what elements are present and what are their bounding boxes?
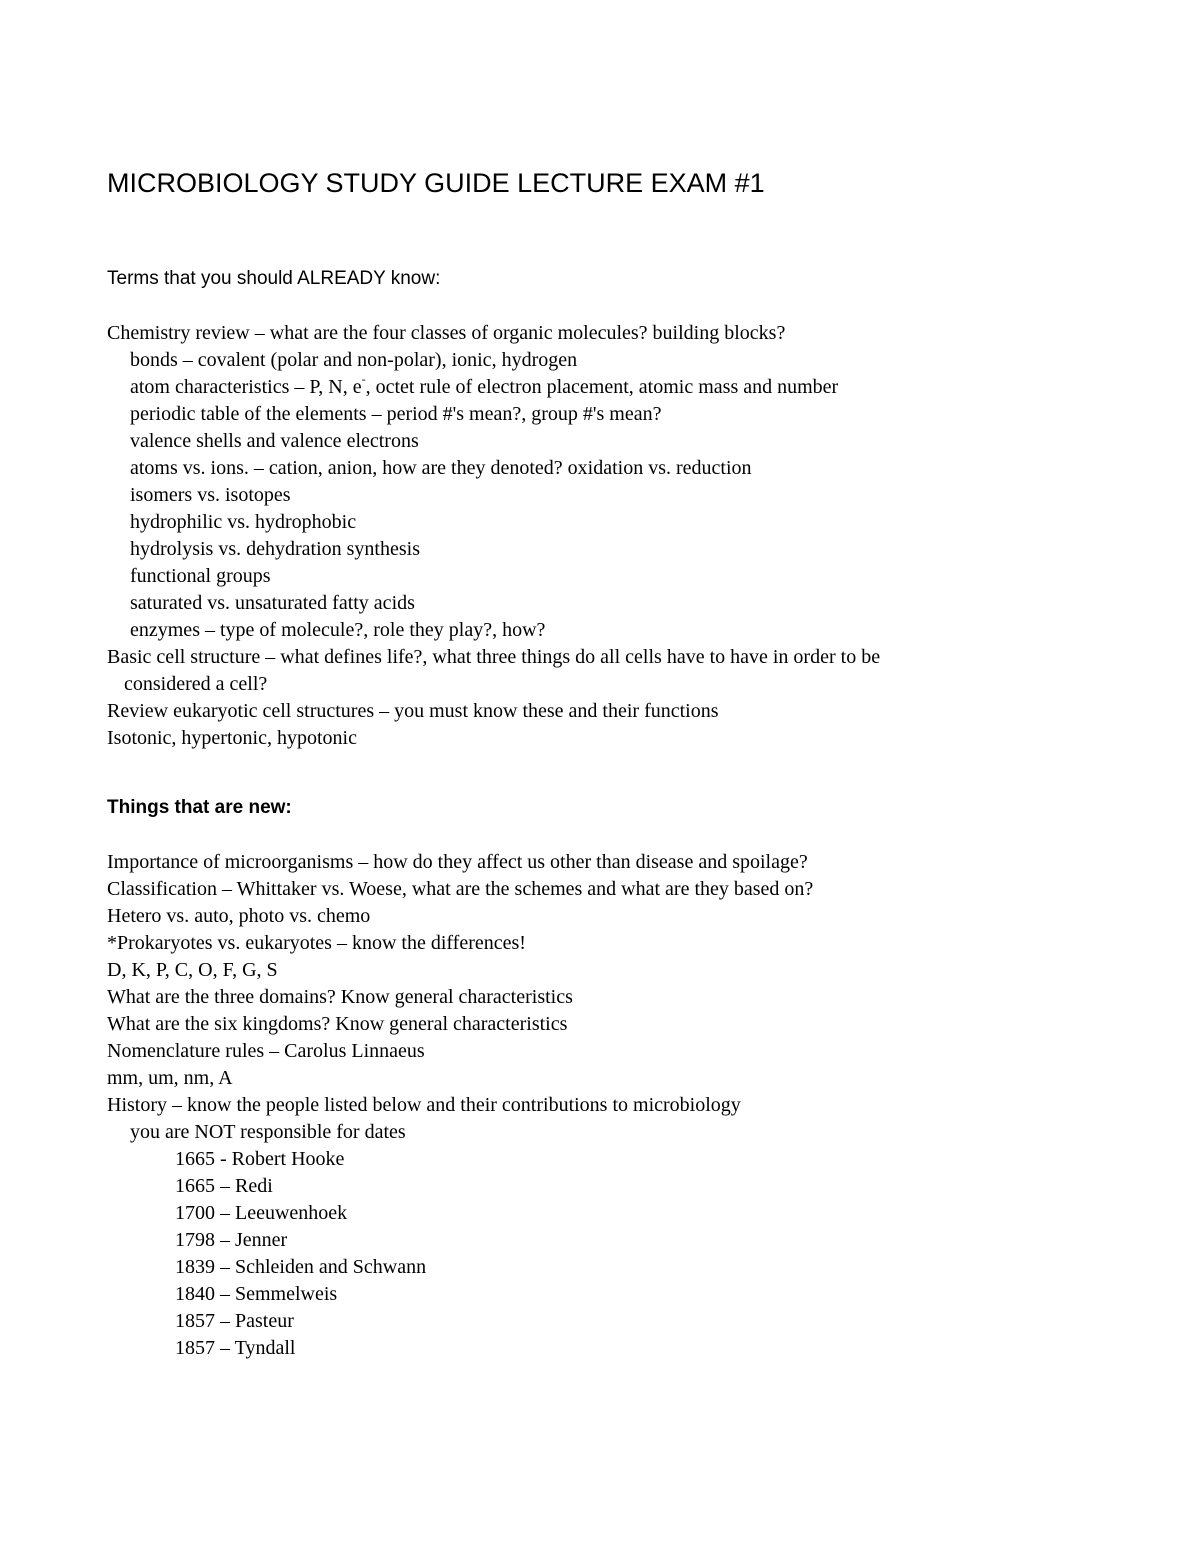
list-item: Importance of microorganisms – how do they affect us other than disease and spoilage?	[107, 851, 808, 873]
new-heading: Things that are new:	[107, 797, 292, 818]
list-item: Chemistry review – what are the four classes of organic molecules? building blocks?	[107, 322, 786, 344]
list-item: you are NOT responsible for dates	[130, 1121, 406, 1143]
superscript: -	[361, 372, 366, 387]
list-item: isomers vs. isotopes	[130, 484, 291, 506]
list-item: atoms vs. ions. – cation, anion, how are they denoted? oxidation vs. reduction	[130, 457, 752, 479]
history-item: 1665 – Redi	[175, 1175, 273, 1197]
list-item: Basic cell structure – what defines life?, what three things do all cells have to have in order to be	[107, 646, 881, 668]
list-item: Nomenclature rules – Carolus Linnaeus	[107, 1040, 425, 1062]
list-item: saturated vs. unsaturated fatty acids	[130, 592, 415, 614]
list-item: Hetero vs. auto, photo vs. chemo	[107, 905, 371, 927]
list-item: bonds – covalent (polar and non-polar), ionic, hydrogen	[130, 349, 578, 371]
list-item: D, K, P, C, O, F, G, S	[107, 959, 278, 981]
list-item: hydrophilic vs. hydrophobic	[130, 511, 357, 533]
history-item: 1857 – Tyndall	[175, 1337, 296, 1359]
already-heading: Terms that you should ALREADY know:	[107, 268, 441, 289]
list-item: hydrolysis vs. dehydration synthesis	[130, 538, 420, 560]
list-item: History – know the people listed below and their contributions to microbiology	[107, 1094, 741, 1116]
list-item: considered a cell?	[124, 673, 268, 695]
list-item: What are the six kingdoms? Know general characteristics	[107, 1013, 568, 1035]
history-item: 1839 – Schleiden and Schwann	[175, 1256, 427, 1278]
list-item: *Prokaryotes vs. eukaryotes – know the differences!	[107, 932, 526, 954]
history-item: 1700 – Leeuwenhoek	[175, 1202, 348, 1224]
list-item: Classification – Whittaker vs. Woese, what are the schemes and what are they based on?	[107, 878, 814, 900]
list-item: valence shells and valence electrons	[130, 430, 419, 452]
history-item: 1840 – Semmelweis	[175, 1283, 338, 1305]
history-item: 1665 - Robert Hooke	[175, 1148, 345, 1170]
history-item: 1857 – Pasteur	[175, 1310, 294, 1332]
list-item: functional groups	[130, 565, 271, 587]
list-item: Isotonic, hypertonic, hypotonic	[107, 727, 357, 749]
list-item: periodic table of the elements – period #'s mean?, group #'s mean?	[130, 403, 662, 425]
list-item-text: , octet rule of electron placement, atomic mass and number	[365, 376, 839, 398]
document-title: MICROBIOLOGY STUDY GUIDE LECTURE EXAM #1	[107, 168, 765, 198]
list-item-text: atom characteristics – P, N, e	[130, 376, 362, 398]
list-item: Review eukaryotic cell structures – you must know these and their functions	[107, 700, 719, 722]
list-item	[130, 374, 838, 401]
list-item: mm, um, nm, A	[107, 1067, 233, 1089]
list-item: What are the three domains? Know general characteristics	[107, 986, 573, 1008]
history-item: 1798 – Jenner	[175, 1229, 288, 1251]
list-item: enzymes – type of molecule?, role they play?, how?	[130, 619, 546, 641]
